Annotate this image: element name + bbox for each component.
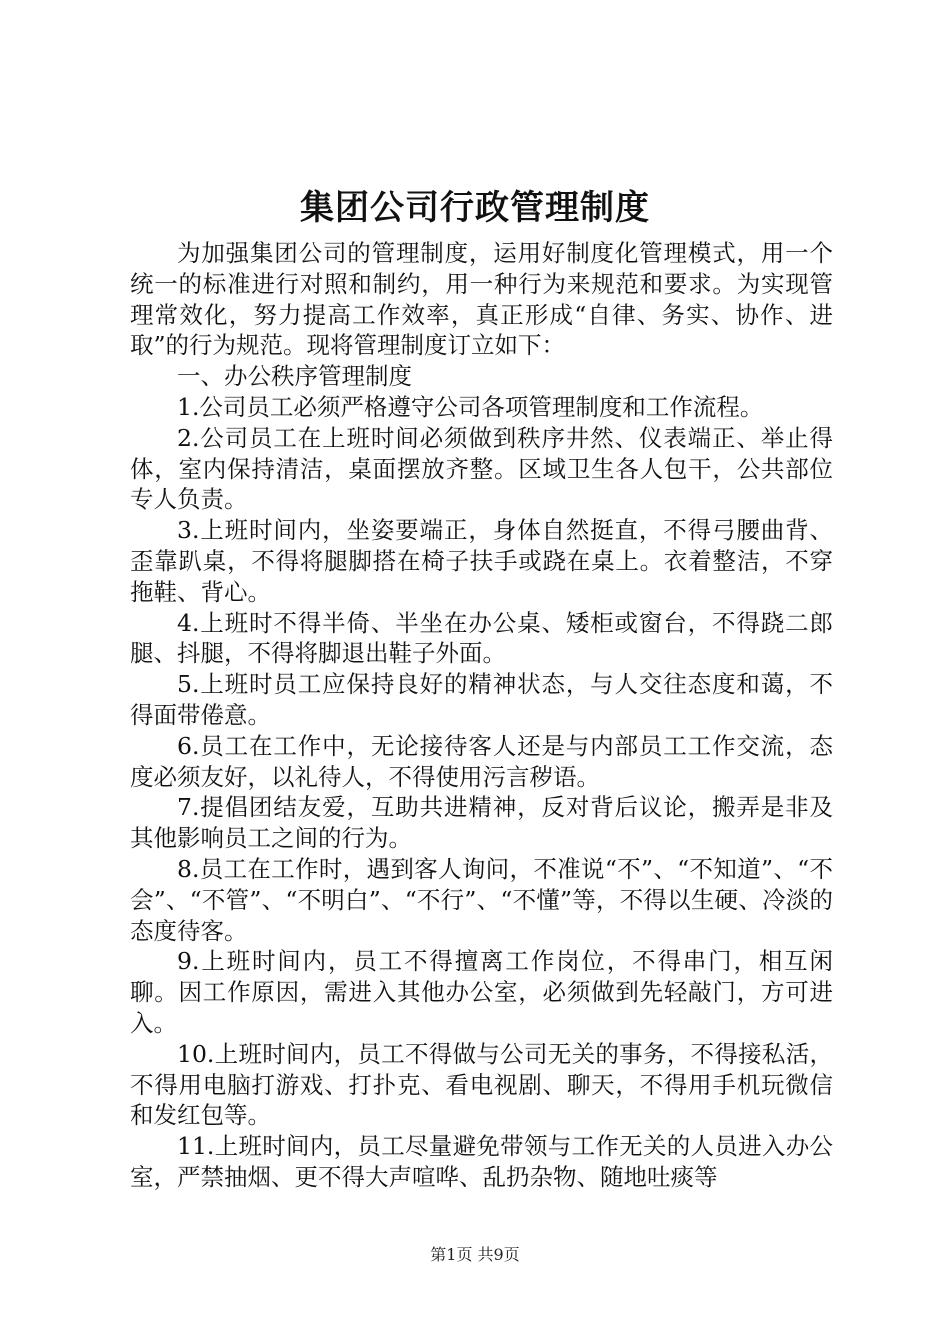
rule-paragraph: 5.上班时员工应保持良好的精神状态，与人交往态度和蔼，不得面带倦意。 (130, 670, 833, 729)
document-body (130, 238, 833, 1193)
rule-paragraph: 2.公司员工在上班时间必须做到秩序井然、仪表端正、举止得体，室内保持清洁，桌面摆放齐整。区域卫生各人包干，公共部位专人负责。 (130, 423, 833, 514)
page-indicator: 第1页 共9页 (430, 1245, 520, 1264)
rule-paragraph: 11.上班时间内，员工尽量避免带领与工作无关的人员进入办公室，严禁抽烟、更不得大声喧哗、乱扔杂物、随地吐痰等 (130, 1132, 833, 1191)
rule-paragraph: 9.上班时间内，员工不得擅离工作岗位，不得串门，相互闲聊。因工作原因，需进入其他办公室，必须做到先轻敲门，方可进入。 (130, 947, 833, 1037)
rule-paragraph: 8.员工在工作时，遇到客人询问，不准说“不”、“不知道”、“不会”、“不管”、“不明白”、“不行”、“不懂”等，不得以生硬、冷淡的态度待客。 (130, 854, 833, 945)
rule-paragraph: 6.员工在工作中，无论接待客人还是与内部员工工作交流，态度必须友好，以礼待人，不得使用污言秽语。 (130, 731, 833, 791)
rule-paragraph: 1.公司员工必须严格遵守公司各项管理制度和工作流程。 (177, 392, 764, 421)
rule-paragraph: 7.提倡团结友爱，互助共进精神，反对背后议论，搬弄是非及其他影响员工之间的行为。 (130, 793, 833, 853)
rule-paragraph: 10.上班时间内，员工不得做与公司无关的事务，不得接私活，不得用电脑打游戏、打扑克、看电视剧、聊天，不得用手机玩微信和发红包等。 (130, 1039, 833, 1130)
section-heading: 一、办公秩序管理制度 (177, 362, 412, 391)
rule-paragraph: 4.上班时不得半倚、半坐在办公桌、矮柜或窗台，不得跷二郎腿、抖腿，不得将脚退出鞋子外面。 (130, 608, 833, 668)
intro-paragraph: 为加强集团公司的管理制度，运用好制度化管理模式，用一个统一的标准进行对照和制约，用一种行为来规范和要求。为实现管理常效化，努力提高工作效率，真正形成“自律、务实、协作、进取”的行为规范。现将管理制度订立如下： (130, 239, 833, 360)
rule-paragraph: 3.上班时间内，坐姿要端正，身体自然挺直，不得弓腰曲背、歪靠趴桌，不得将腿脚搭在椅子扶手或跷在桌上。衣着整洁，不穿拖鞋、背心。 (130, 516, 833, 606)
document-title: 集团公司行政管理制度 (300, 188, 650, 228)
